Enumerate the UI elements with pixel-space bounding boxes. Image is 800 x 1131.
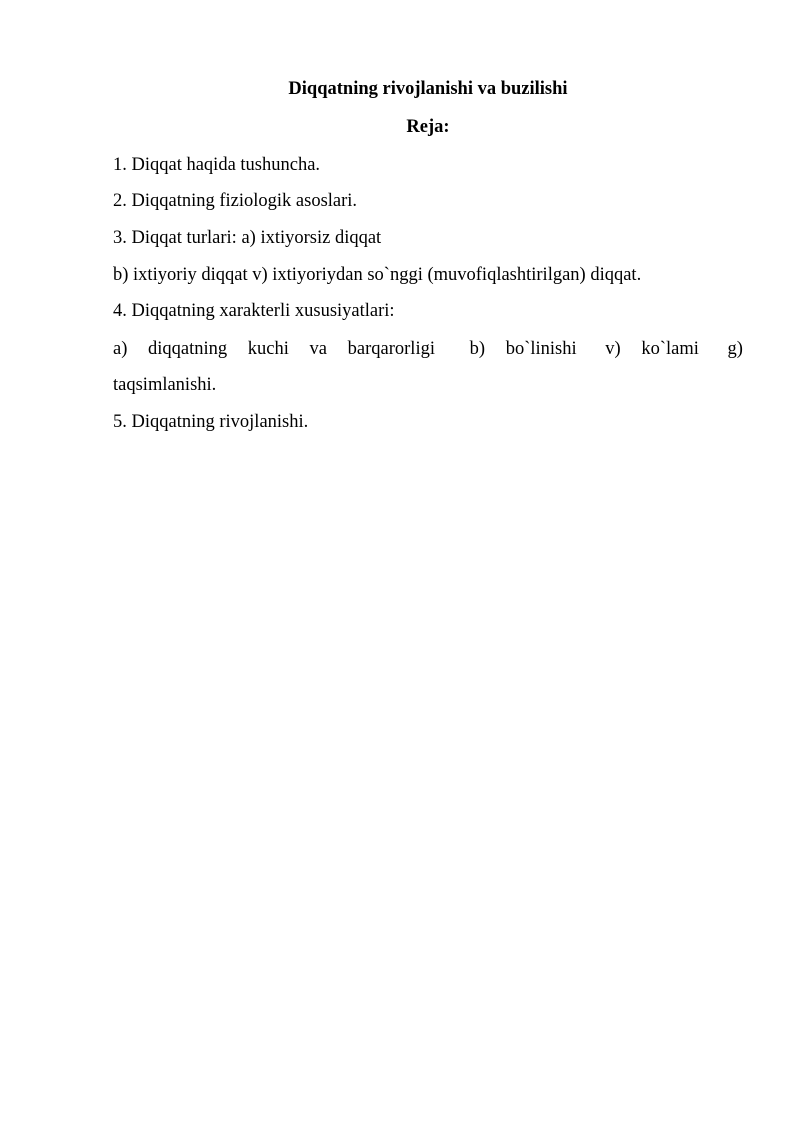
word: diqqatning (148, 339, 228, 359)
word: g) (727, 339, 743, 359)
plan-item-4: 4. Diqqatning xarakterli xususiyatlari: (113, 301, 395, 321)
word: va (309, 339, 328, 359)
plan-item-1: 1. Diqqat haqida tushuncha. (113, 155, 321, 175)
word: b) (469, 339, 486, 359)
word: barqarorligi (347, 339, 435, 359)
plan-heading: Reja: (406, 117, 450, 137)
word: v) (605, 339, 621, 359)
plan-item-4-continuation: taqsimlanishi. (113, 375, 217, 395)
document-title: Diqqatning rivojlanishi va buzilishi (288, 79, 568, 99)
word: a) (113, 339, 128, 359)
plan-item-3-continuation: b) ixtiyoriy diqqat v) ixtiyoriydan so`nggi (muvofiqlashtirilgan) diqqat. (113, 265, 642, 285)
plan-item-2: 2. Diqqatning fiziologik asoslari. (113, 191, 358, 211)
word: kuchi (247, 339, 289, 359)
plan-item-3: 3. Diqqat turlari: a) ixtiyorsiz diqqat (113, 228, 382, 248)
plan-item-5: 5. Diqqatning rivojlanishi. (113, 412, 309, 432)
word: bo`linishi (505, 339, 577, 359)
word: ko`lami (641, 339, 699, 359)
plan-item-4-subitems (113, 338, 743, 360)
